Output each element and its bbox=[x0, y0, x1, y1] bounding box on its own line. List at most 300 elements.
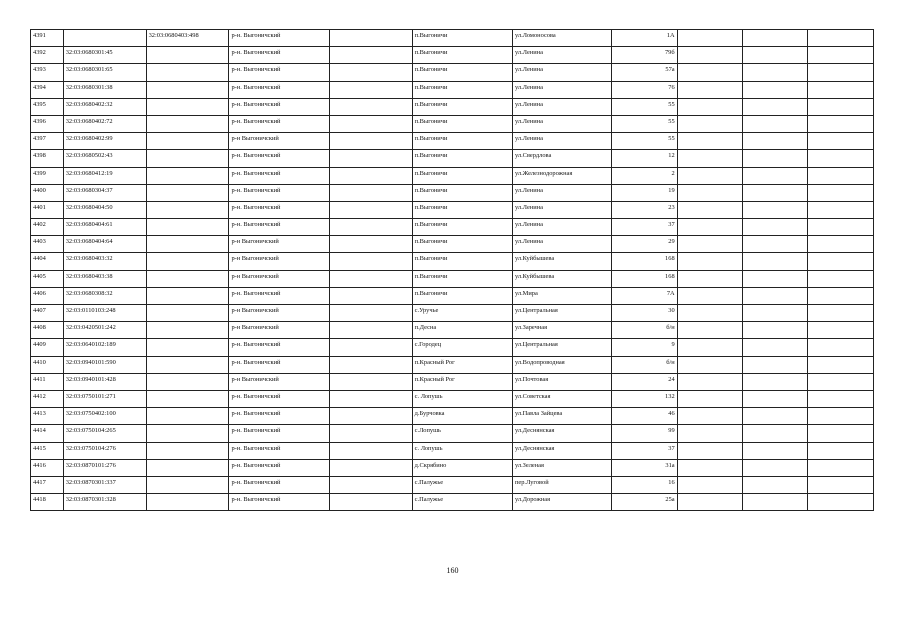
empty-cell bbox=[329, 356, 412, 373]
cadastral-number-cell bbox=[63, 30, 146, 47]
empty-cell bbox=[808, 201, 874, 218]
row-number-cell: 4406 bbox=[31, 287, 64, 304]
settlement-cell: п.Красный Рог bbox=[412, 373, 512, 390]
empty-cell bbox=[677, 98, 742, 115]
empty-cell bbox=[808, 253, 874, 270]
empty-cell bbox=[743, 201, 808, 218]
cadastral-number-alt-cell bbox=[146, 219, 229, 236]
empty-cell bbox=[329, 98, 412, 115]
table-row bbox=[31, 476, 874, 493]
table-row bbox=[31, 253, 874, 270]
house-number-cell: 37 bbox=[612, 442, 677, 459]
street-cell: ул.Деснянская bbox=[512, 425, 611, 442]
district-cell: р-н. Выгоничский bbox=[229, 339, 329, 356]
settlement-cell: п.Выгоничи bbox=[412, 270, 512, 287]
cadastral-number-cell: 32:03:0870301:328 bbox=[63, 494, 146, 511]
settlement-cell: п.Выгоничи bbox=[412, 115, 512, 132]
table-row bbox=[31, 305, 874, 322]
empty-cell bbox=[677, 64, 742, 81]
row-number-cell: 4400 bbox=[31, 184, 64, 201]
empty-cell bbox=[743, 236, 808, 253]
street-cell: ул.Дорожная bbox=[512, 494, 611, 511]
district-cell: р-н. Выгоничский bbox=[229, 81, 329, 98]
empty-cell bbox=[677, 442, 742, 459]
cadastral-number-cell: 32:03:0680403:32 bbox=[63, 253, 146, 270]
cadastral-number-cell: 32:03:0680412:19 bbox=[63, 167, 146, 184]
district-cell: р-н Выгоничский bbox=[229, 305, 329, 322]
cadastral-number-alt-cell bbox=[146, 425, 229, 442]
empty-cell bbox=[329, 459, 412, 476]
street-cell: ул.Зеленая bbox=[512, 459, 611, 476]
district-cell: р-н. Выгоничский bbox=[229, 425, 329, 442]
row-number-cell: 4392 bbox=[31, 47, 64, 64]
cadastral-number-alt-cell bbox=[146, 184, 229, 201]
house-number-cell: 37 bbox=[612, 219, 677, 236]
district-cell: р-н Выгоничский bbox=[229, 270, 329, 287]
house-number-cell: б/н bbox=[612, 356, 677, 373]
row-number-cell: 4391 bbox=[31, 30, 64, 47]
house-number-cell: 55 bbox=[612, 98, 677, 115]
house-number-cell: 16 bbox=[612, 476, 677, 493]
settlement-cell: д.Скрябино bbox=[412, 459, 512, 476]
cadastral-number-alt-cell bbox=[146, 236, 229, 253]
cadastral-number-cell: 32:03:0640102:189 bbox=[63, 339, 146, 356]
cadastral-number-cell: 32:03:0680402:72 bbox=[63, 115, 146, 132]
table-row bbox=[31, 425, 874, 442]
empty-cell bbox=[808, 47, 874, 64]
empty-cell bbox=[808, 494, 874, 511]
cadastral-number-cell: 32:03:0680301:45 bbox=[63, 47, 146, 64]
empty-cell bbox=[677, 425, 742, 442]
house-number-cell: 25а bbox=[612, 494, 677, 511]
empty-cell bbox=[677, 476, 742, 493]
settlement-cell: п.Выгоничи bbox=[412, 64, 512, 81]
table-row bbox=[31, 442, 874, 459]
table-row bbox=[31, 167, 874, 184]
district-cell: р-н Выгоничский bbox=[229, 133, 329, 150]
empty-cell bbox=[743, 47, 808, 64]
cadastral-number-cell: 32:03:0680404:50 bbox=[63, 201, 146, 218]
table-row bbox=[31, 150, 874, 167]
district-cell: р-н. Выгоничский bbox=[229, 459, 329, 476]
empty-cell bbox=[677, 390, 742, 407]
row-number-cell: 4404 bbox=[31, 253, 64, 270]
settlement-cell: с.Палужье bbox=[412, 494, 512, 511]
settlement-cell: п.Выгоничи bbox=[412, 219, 512, 236]
district-cell: р-н. Выгоничский bbox=[229, 219, 329, 236]
cadastral-number-cell: 32:03:0680301:38 bbox=[63, 81, 146, 98]
empty-cell bbox=[808, 390, 874, 407]
empty-cell bbox=[677, 47, 742, 64]
street-cell: ул.Центральная bbox=[512, 339, 611, 356]
street-cell: ул.Ленина bbox=[512, 133, 611, 150]
settlement-cell: п.Выгоничи bbox=[412, 184, 512, 201]
house-number-cell: 46 bbox=[612, 408, 677, 425]
empty-cell bbox=[808, 30, 874, 47]
row-number-cell: 4413 bbox=[31, 408, 64, 425]
row-number-cell: 4407 bbox=[31, 305, 64, 322]
empty-cell bbox=[808, 408, 874, 425]
house-number-cell: 132 bbox=[612, 390, 677, 407]
empty-cell bbox=[677, 184, 742, 201]
empty-cell bbox=[329, 390, 412, 407]
row-number-cell: 4418 bbox=[31, 494, 64, 511]
district-cell: р-н. Выгоничский bbox=[229, 356, 329, 373]
row-number-cell: 4415 bbox=[31, 442, 64, 459]
house-number-cell: 9 bbox=[612, 339, 677, 356]
table-row bbox=[31, 390, 874, 407]
row-number-cell: 4414 bbox=[31, 425, 64, 442]
table-row bbox=[31, 98, 874, 115]
empty-cell bbox=[808, 339, 874, 356]
settlement-cell: п.Десна bbox=[412, 322, 512, 339]
settlement-cell: п.Выгоничи bbox=[412, 98, 512, 115]
empty-cell bbox=[743, 322, 808, 339]
cadastral-number-cell: 32:03:0680402:99 bbox=[63, 133, 146, 150]
empty-cell bbox=[808, 476, 874, 493]
street-cell: ул.Ленина bbox=[512, 236, 611, 253]
row-number-cell: 4401 bbox=[31, 201, 64, 218]
settlement-cell: п.Выгоничи bbox=[412, 287, 512, 304]
house-number-cell: б/н bbox=[612, 322, 677, 339]
cadastral-number-alt-cell bbox=[146, 133, 229, 150]
district-cell: р-н. Выгоничский bbox=[229, 408, 329, 425]
house-number-cell: 76 bbox=[612, 81, 677, 98]
empty-cell bbox=[743, 305, 808, 322]
empty-cell bbox=[743, 476, 808, 493]
cadastral-number-cell: 32:03:0680402:32 bbox=[63, 98, 146, 115]
empty-cell bbox=[808, 81, 874, 98]
row-number-cell: 4416 bbox=[31, 459, 64, 476]
empty-cell bbox=[808, 322, 874, 339]
empty-cell bbox=[329, 322, 412, 339]
empty-cell bbox=[808, 115, 874, 132]
street-cell: ул.Куйбышева bbox=[512, 253, 611, 270]
empty-cell bbox=[743, 167, 808, 184]
table-row bbox=[31, 47, 874, 64]
cadastral-number-cell: 32:03:0750104:276 bbox=[63, 442, 146, 459]
cadastral-number-cell: 32:03:0750104:265 bbox=[63, 425, 146, 442]
empty-cell bbox=[329, 81, 412, 98]
empty-cell bbox=[808, 287, 874, 304]
street-cell: ул.Ленина bbox=[512, 64, 611, 81]
district-cell: р-н Выгоничский bbox=[229, 253, 329, 270]
cadastral-number-alt-cell bbox=[146, 167, 229, 184]
empty-cell bbox=[677, 81, 742, 98]
row-number-cell: 4410 bbox=[31, 356, 64, 373]
empty-cell bbox=[329, 30, 412, 47]
street-cell: ул.Ломоносова bbox=[512, 30, 611, 47]
district-cell: р-н Выгоничский bbox=[229, 236, 329, 253]
settlement-cell: с.Городец bbox=[412, 339, 512, 356]
settlement-cell: п.Выгоничи bbox=[412, 236, 512, 253]
house-number-cell: 30 bbox=[612, 305, 677, 322]
table-row bbox=[31, 184, 874, 201]
cadastral-number-cell: 32:03:0680308:32 bbox=[63, 287, 146, 304]
cadastral-number-alt-cell bbox=[146, 442, 229, 459]
cadastral-number-cell: 32:03:0750101:271 bbox=[63, 390, 146, 407]
cadastral-number-alt-cell bbox=[146, 408, 229, 425]
empty-cell bbox=[677, 408, 742, 425]
street-cell: ул.Деснянская bbox=[512, 442, 611, 459]
empty-cell bbox=[329, 287, 412, 304]
row-number-cell: 4393 bbox=[31, 64, 64, 81]
empty-cell bbox=[677, 133, 742, 150]
table-row bbox=[31, 30, 874, 47]
row-number-cell: 4411 bbox=[31, 373, 64, 390]
row-number-cell: 4394 bbox=[31, 81, 64, 98]
settlement-cell: п.Выгоничи bbox=[412, 201, 512, 218]
row-number-cell: 4409 bbox=[31, 339, 64, 356]
street-cell: ул.Ленина bbox=[512, 47, 611, 64]
empty-cell bbox=[677, 305, 742, 322]
empty-cell bbox=[329, 167, 412, 184]
street-cell: ул.Ленина bbox=[512, 98, 611, 115]
empty-cell bbox=[808, 356, 874, 373]
empty-cell bbox=[329, 150, 412, 167]
settlement-cell: п.Выгоничи bbox=[412, 81, 512, 98]
house-number-cell: 79б bbox=[612, 47, 677, 64]
empty-cell bbox=[329, 476, 412, 493]
empty-cell bbox=[677, 270, 742, 287]
cadastral-number-cell: 32:03:0680404:64 bbox=[63, 236, 146, 253]
empty-cell bbox=[329, 253, 412, 270]
row-number-cell: 4403 bbox=[31, 236, 64, 253]
empty-cell bbox=[677, 167, 742, 184]
table-row bbox=[31, 115, 874, 132]
empty-cell bbox=[677, 219, 742, 236]
house-number-cell: 31а bbox=[612, 459, 677, 476]
house-number-cell: 23 bbox=[612, 201, 677, 218]
empty-cell bbox=[329, 442, 412, 459]
empty-cell bbox=[329, 236, 412, 253]
cadastral-number-cell: 32:03:0680502:43 bbox=[63, 150, 146, 167]
street-cell: пер.Луговой bbox=[512, 476, 611, 493]
row-number-cell: 4408 bbox=[31, 322, 64, 339]
district-cell: р-н. Выгоничский bbox=[229, 64, 329, 81]
cadastral-number-alt-cell bbox=[146, 253, 229, 270]
empty-cell bbox=[743, 64, 808, 81]
settlement-cell: с.Палужье bbox=[412, 476, 512, 493]
empty-cell bbox=[808, 133, 874, 150]
cadastral-number-cell: 32:03:0680404:61 bbox=[63, 219, 146, 236]
row-number-cell: 4398 bbox=[31, 150, 64, 167]
cadastral-number-alt-cell bbox=[146, 390, 229, 407]
empty-cell bbox=[329, 339, 412, 356]
street-cell: ул.Ленина bbox=[512, 219, 611, 236]
cadastral-number-cell: 32:03:0870101:276 bbox=[63, 459, 146, 476]
cadastral-number-alt-cell bbox=[146, 98, 229, 115]
district-cell: р-н. Выгоничский bbox=[229, 115, 329, 132]
empty-cell bbox=[808, 219, 874, 236]
table-row bbox=[31, 81, 874, 98]
empty-cell bbox=[808, 373, 874, 390]
cadastral-number-cell: 32:03:0870301:337 bbox=[63, 476, 146, 493]
empty-cell bbox=[808, 150, 874, 167]
district-cell: р-н. Выгоничский bbox=[229, 184, 329, 201]
table-row bbox=[31, 459, 874, 476]
table-row bbox=[31, 201, 874, 218]
empty-cell bbox=[329, 64, 412, 81]
settlement-cell: п.Выгоничи bbox=[412, 253, 512, 270]
district-cell: р-н. Выгоничский bbox=[229, 150, 329, 167]
empty-cell bbox=[743, 425, 808, 442]
district-cell: р-н. Выгоничский bbox=[229, 476, 329, 493]
empty-cell bbox=[677, 115, 742, 132]
table-row bbox=[31, 64, 874, 81]
cadastral-number-alt-cell bbox=[146, 64, 229, 81]
empty-cell bbox=[808, 425, 874, 442]
row-number-cell: 4417 bbox=[31, 476, 64, 493]
row-number-cell: 4395 bbox=[31, 98, 64, 115]
house-number-cell: 168 bbox=[612, 270, 677, 287]
empty-cell bbox=[808, 64, 874, 81]
settlement-cell: д.Бурчовка bbox=[412, 408, 512, 425]
cadastral-number-alt-cell bbox=[146, 287, 229, 304]
cadastral-number-alt-cell bbox=[146, 356, 229, 373]
district-cell: р-н. Выгоничский bbox=[229, 167, 329, 184]
district-cell: р-н. Выгоничский bbox=[229, 494, 329, 511]
row-number-cell: 4397 bbox=[31, 133, 64, 150]
settlement-cell: с. Лопушь bbox=[412, 442, 512, 459]
empty-cell bbox=[677, 373, 742, 390]
cadastral-number-alt-cell bbox=[146, 150, 229, 167]
empty-cell bbox=[677, 30, 742, 47]
cadastral-number-alt-cell bbox=[146, 459, 229, 476]
empty-cell bbox=[329, 408, 412, 425]
cadastral-number-alt-cell bbox=[146, 201, 229, 218]
district-cell: р-н. Выгоничский bbox=[229, 30, 329, 47]
settlement-cell: с.Уручье bbox=[412, 305, 512, 322]
empty-cell bbox=[677, 356, 742, 373]
page-number: 160 bbox=[446, 566, 459, 575]
empty-cell bbox=[677, 494, 742, 511]
empty-cell bbox=[808, 305, 874, 322]
cadastral-number-cell: 32:03:0680304:37 bbox=[63, 184, 146, 201]
empty-cell bbox=[329, 270, 412, 287]
cadastral-number-alt-cell bbox=[146, 305, 229, 322]
district-cell: р-н. Выгоничский bbox=[229, 98, 329, 115]
settlement-cell: п.Выгоничи bbox=[412, 150, 512, 167]
table-row bbox=[31, 408, 874, 425]
empty-cell bbox=[329, 219, 412, 236]
table-row bbox=[31, 133, 874, 150]
empty-cell bbox=[329, 47, 412, 64]
settlement-cell: п.Выгоничи bbox=[412, 133, 512, 150]
district-cell: р-н. Выгоничский bbox=[229, 47, 329, 64]
empty-cell bbox=[329, 305, 412, 322]
settlement-cell: п.Выгоничи bbox=[412, 167, 512, 184]
empty-cell bbox=[743, 390, 808, 407]
house-number-cell: 24 bbox=[612, 373, 677, 390]
table-row bbox=[31, 270, 874, 287]
empty-cell bbox=[677, 150, 742, 167]
empty-cell bbox=[743, 287, 808, 304]
empty-cell bbox=[743, 253, 808, 270]
house-number-cell: 55 bbox=[612, 133, 677, 150]
cadastral-number-alt-cell bbox=[146, 81, 229, 98]
cadastral-number-cell: 32:03:0680403:38 bbox=[63, 270, 146, 287]
cadastral-number-alt-cell bbox=[146, 115, 229, 132]
empty-cell bbox=[743, 356, 808, 373]
house-number-cell: 55 bbox=[612, 115, 677, 132]
row-number-cell: 4396 bbox=[31, 115, 64, 132]
district-cell: р-н. Выгоничский bbox=[229, 287, 329, 304]
empty-cell bbox=[329, 133, 412, 150]
house-number-cell: 29 bbox=[612, 236, 677, 253]
empty-cell bbox=[743, 81, 808, 98]
street-cell: ул.Куйбышева bbox=[512, 270, 611, 287]
empty-cell bbox=[329, 201, 412, 218]
empty-cell bbox=[743, 459, 808, 476]
cadastral-number-alt-cell: 32:03:0680403:498 bbox=[146, 30, 229, 47]
empty-cell bbox=[743, 442, 808, 459]
district-cell: р-н Выгоничский bbox=[229, 322, 329, 339]
cadastral-number-alt-cell bbox=[146, 373, 229, 390]
street-cell: ул.Ленина bbox=[512, 184, 611, 201]
cadastral-number-cell: 32:03:0940101:428 bbox=[63, 373, 146, 390]
settlement-cell: с. Лопушь bbox=[412, 390, 512, 407]
table-row bbox=[31, 287, 874, 304]
house-number-cell: 2 bbox=[612, 167, 677, 184]
empty-cell bbox=[743, 184, 808, 201]
street-cell: ул.Железнодорожная bbox=[512, 167, 611, 184]
empty-cell bbox=[743, 270, 808, 287]
registry-table bbox=[30, 29, 874, 511]
settlement-cell: п.Красный Рог bbox=[412, 356, 512, 373]
street-cell: ул.Ленина bbox=[512, 115, 611, 132]
street-cell: ул.Советская bbox=[512, 390, 611, 407]
empty-cell bbox=[329, 184, 412, 201]
district-cell: р-н. Выгоничский bbox=[229, 390, 329, 407]
house-number-cell: 19 bbox=[612, 184, 677, 201]
street-cell: ул.Ленина bbox=[512, 81, 611, 98]
street-cell: ул.Ленина bbox=[512, 201, 611, 218]
empty-cell bbox=[329, 425, 412, 442]
table-row bbox=[31, 494, 874, 511]
empty-cell bbox=[743, 408, 808, 425]
table-row bbox=[31, 339, 874, 356]
cadastral-number-alt-cell bbox=[146, 494, 229, 511]
empty-cell bbox=[808, 236, 874, 253]
empty-cell bbox=[743, 373, 808, 390]
settlement-cell: п.Выгоничи bbox=[412, 30, 512, 47]
street-cell: ул.Водопроводная bbox=[512, 356, 611, 373]
street-cell: ул.Заречная bbox=[512, 322, 611, 339]
house-number-cell: 57а bbox=[612, 64, 677, 81]
empty-cell bbox=[743, 150, 808, 167]
row-number-cell: 4402 bbox=[31, 219, 64, 236]
empty-cell bbox=[329, 115, 412, 132]
street-cell: ул.Почтовая bbox=[512, 373, 611, 390]
table-row bbox=[31, 236, 874, 253]
empty-cell bbox=[677, 322, 742, 339]
empty-cell bbox=[677, 201, 742, 218]
row-number-cell: 4399 bbox=[31, 167, 64, 184]
empty-cell bbox=[743, 494, 808, 511]
empty-cell bbox=[743, 98, 808, 115]
street-cell: ул.Свердлова bbox=[512, 150, 611, 167]
cadastral-number-alt-cell bbox=[146, 339, 229, 356]
district-cell: р-н. Выгоничский bbox=[229, 201, 329, 218]
empty-cell bbox=[808, 167, 874, 184]
cadastral-number-alt-cell bbox=[146, 270, 229, 287]
empty-cell bbox=[677, 459, 742, 476]
cadastral-number-alt-cell bbox=[146, 322, 229, 339]
house-number-cell: 99 bbox=[612, 425, 677, 442]
cadastral-number-cell: 32:03:0110103:248 bbox=[63, 305, 146, 322]
cadastral-number-alt-cell bbox=[146, 476, 229, 493]
